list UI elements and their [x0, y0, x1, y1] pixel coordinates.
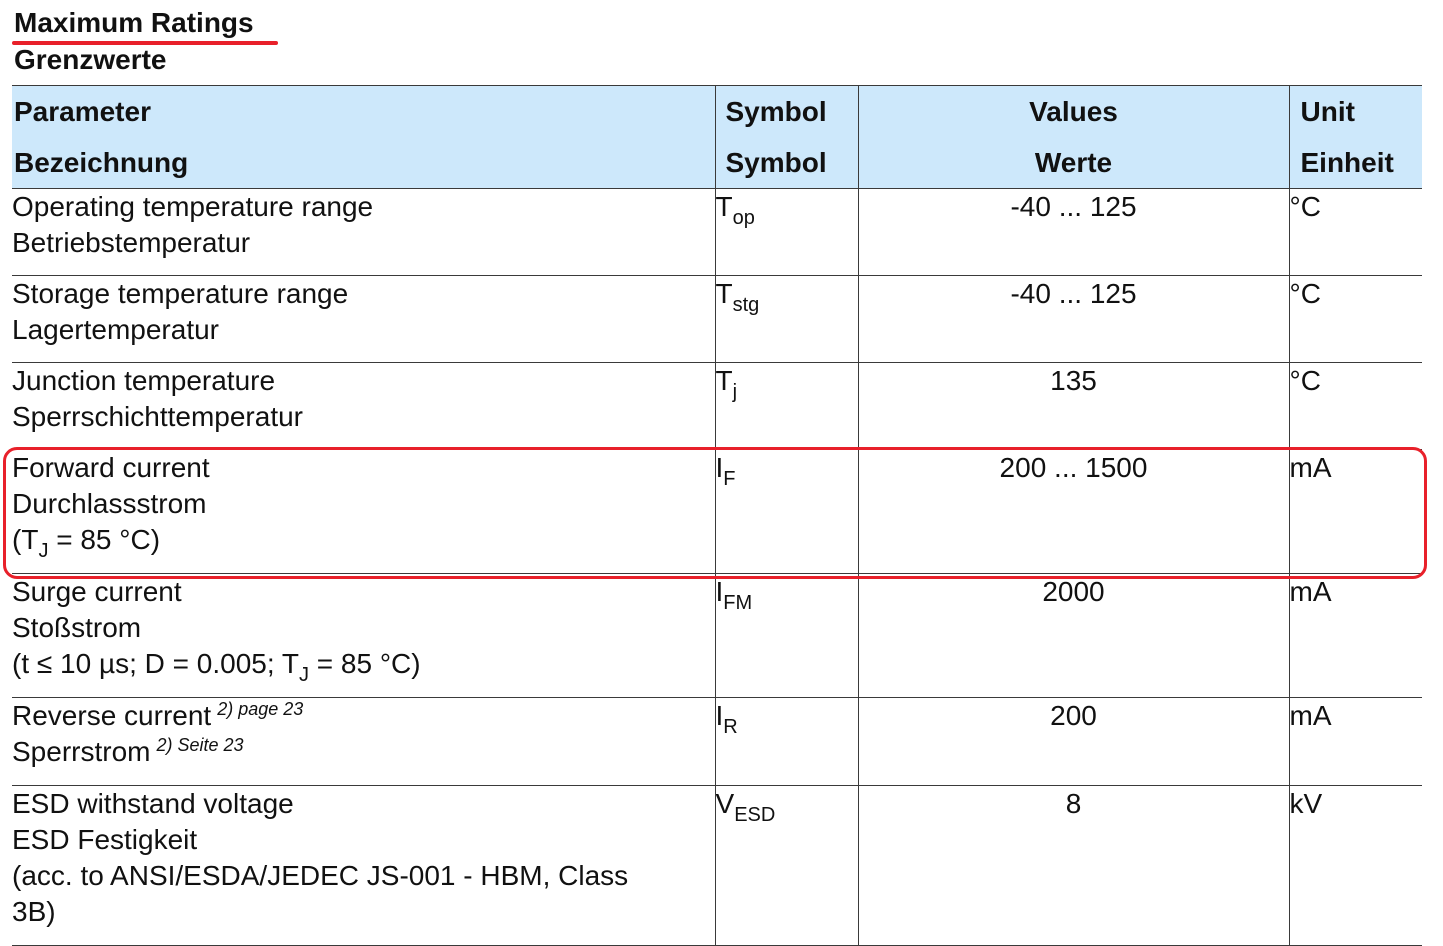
maximum-ratings-table [12, 85, 1422, 946]
header-symbol-en: Symbol [725, 96, 827, 127]
table-row-surge-current [12, 574, 1422, 698]
parameter-de: Lagertemperatur [12, 314, 220, 345]
condition-subscript: J [38, 540, 49, 562]
value-cell: 2000 [858, 574, 1289, 698]
parameter-cell [12, 450, 715, 574]
unit-cell: mA [1289, 450, 1422, 574]
header-unit-de: Einheit [1300, 147, 1394, 178]
parameter-en-line [12, 698, 715, 734]
page-title: Maximum Ratings [14, 7, 254, 38]
parameter-en: Operating temperature range [12, 191, 374, 222]
parameter-de: Betriebstemperatur [12, 227, 251, 258]
parameter-en: Forward current [12, 452, 210, 483]
header-values [858, 86, 1289, 189]
table-row-forward-current [12, 450, 1422, 574]
value-cell: -40 ... 125 [858, 276, 1289, 363]
symbol-cell [715, 363, 858, 450]
condition-prefix: (t ≤ 10 µs; D = 0.005; T [12, 648, 299, 679]
unit-cell: mA [1289, 698, 1422, 786]
table-row-junction-temperature [12, 363, 1422, 450]
parameter-cell [12, 698, 715, 786]
header-parameter-de: Bezeichnung [14, 147, 189, 178]
symbol-subscript: R [723, 716, 738, 738]
value-cell: 200 [858, 698, 1289, 786]
header-values-en: Values [1029, 96, 1118, 127]
symbol-cell [715, 786, 858, 946]
condition-subscript: J [299, 664, 309, 686]
footnote-reference-en: 2) page 23 [217, 699, 304, 719]
page-subtitle: Grenzwerte [14, 44, 167, 75]
symbol-subscript: stg [732, 294, 760, 316]
parameter-condition [12, 522, 715, 562]
parameter-en: ESD withstand voltage [12, 788, 294, 819]
parameter-en: Storage temperature range [12, 278, 349, 309]
parameter-cell [12, 276, 715, 363]
unit-cell: kV [1289, 786, 1422, 946]
parameter-condition [12, 646, 715, 686]
parameter-cell [12, 189, 715, 276]
condition-prefix: (T [12, 524, 39, 555]
parameter-cell [12, 363, 715, 450]
value-cell: -40 ... 125 [858, 189, 1289, 276]
table-row-operating-temperature [12, 189, 1422, 276]
symbol-cell [715, 574, 858, 698]
parameter-de-line [12, 734, 715, 770]
parameter-en: Surge current [12, 576, 182, 607]
unit-cell: mA [1289, 574, 1422, 698]
parameter-condition-line2: 3B) [12, 896, 56, 927]
symbol-main: I [715, 452, 724, 483]
header-values-de: Werte [1034, 147, 1113, 178]
table-row-reverse-current [12, 698, 1422, 786]
parameter-de: Durchlassstrom [12, 488, 207, 519]
unit-cell: °C [1289, 189, 1422, 276]
value-cell: 135 [858, 363, 1289, 450]
header-unit [1289, 86, 1422, 189]
header-parameter [12, 86, 715, 189]
unit-cell: °C [1289, 363, 1422, 450]
condition-suffix: = 85 °C) [309, 648, 421, 679]
symbol-main: I [715, 700, 724, 731]
parameter-en: Reverse current [12, 700, 212, 731]
symbol-main: T [715, 365, 733, 396]
condition-suffix: = 85 °C) [48, 524, 161, 555]
symbol-main: T [715, 278, 733, 309]
value-cell: 200 ... 1500 [858, 450, 1289, 574]
header-parameter-en: Parameter [14, 96, 151, 127]
value-cell: 8 [858, 786, 1289, 946]
header-symbol-de: Symbol [725, 147, 827, 178]
symbol-cell [715, 189, 858, 276]
parameter-cell [12, 574, 715, 698]
table-row-storage-temperature [12, 276, 1422, 363]
symbol-subscript: j [732, 381, 738, 403]
symbol-cell [715, 698, 858, 786]
symbol-main: T [715, 191, 733, 222]
symbol-main: I [715, 576, 724, 607]
parameter-de: Stoßstrom [12, 612, 142, 643]
table-row-esd-withstand-voltage [12, 786, 1422, 946]
parameter-de: ESD Festigkeit [12, 824, 198, 855]
parameter-de: Sperrstrom [12, 736, 151, 767]
header-symbol [715, 86, 858, 189]
symbol-cell [715, 450, 858, 574]
parameter-de: Sperrschichttemperatur [12, 401, 304, 432]
parameter-en: Junction temperature [12, 365, 276, 396]
symbol-subscript: op [732, 207, 755, 229]
symbol-subscript: ESD [734, 804, 776, 826]
symbol-subscript: F [723, 468, 736, 490]
symbol-cell [715, 276, 858, 363]
symbol-subscript: FM [723, 592, 753, 614]
parameter-cell [12, 786, 715, 946]
parameter-condition-line1: (acc. to ANSI/ESDA/JEDEC JS-001 - HBM, Class [12, 860, 629, 891]
symbol-main: V [715, 788, 735, 819]
header-unit-en: Unit [1300, 96, 1355, 127]
unit-cell: °C [1289, 276, 1422, 363]
table-header-row [12, 86, 1422, 189]
footnote-reference-de: 2) Seite 23 [156, 735, 244, 755]
